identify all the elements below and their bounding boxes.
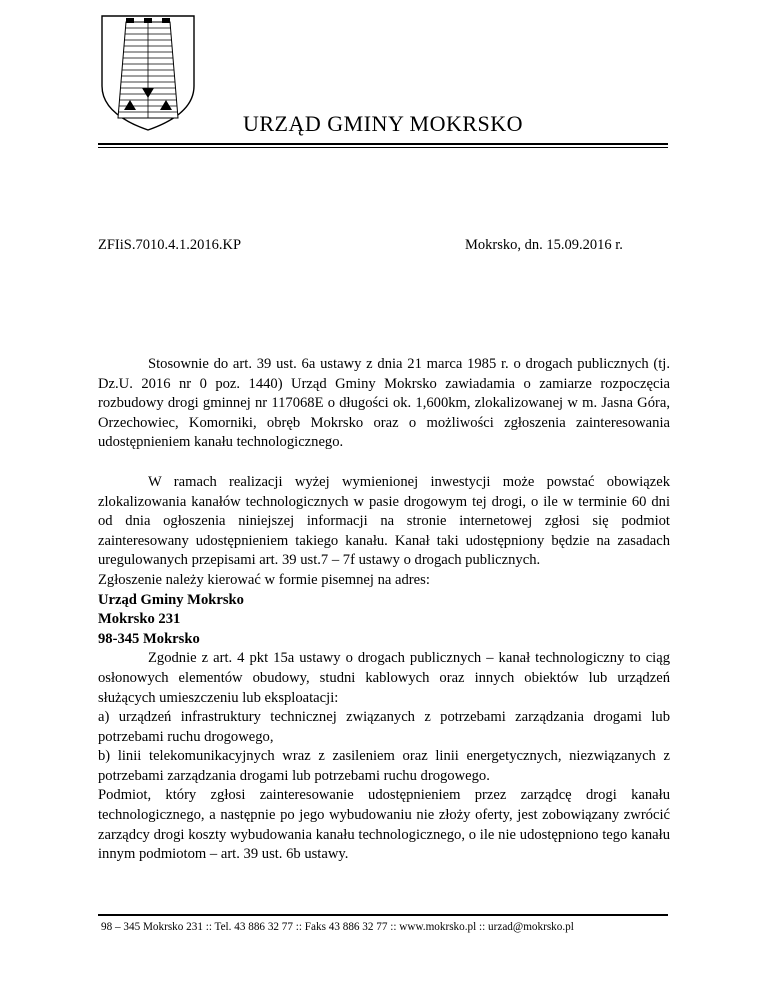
coat-of-arms-logo <box>98 14 198 132</box>
paragraph-intro: Stosownie do art. 39 ust. 6a ustawy z dnia 21 marca 1985 r. o drogach publicznych (tj. Dz.U. 2016 nr 0 poz. 1440) Urząd Gminy Mokrsko zawiadamia o zamiarze rozpoczęcia rozbudowy drogi gminnej nr 117068E o długości ok. 1,600km, zlokalizowanej w m. Jasna Góra, Orzechowiec, Komorniki, obręb Mokrsko oraz o możliwości zgłoszenia zainteresowania udostępnieniem kanału technologicznego. <box>98 356 670 451</box>
reference-number: ZFIiS.7010.4.1.2016.KP <box>98 237 242 253</box>
footer-divider <box>98 914 668 916</box>
submission-instruction: Zgłoszenie należy kierować w formie pisemnej na adres: <box>98 571 430 588</box>
place-date: Mokrsko, dn. 15.09.2016 r. <box>465 237 623 253</box>
office-title: URZĄD GMINY MOKRSKO <box>243 111 524 136</box>
letter-body <box>98 355 670 865</box>
definition-item-a: a) urządzeń infrastruktury technicznej związanych z potrzebami zarządzania drogami lub potrzebami ruchu drogowego, <box>98 709 670 745</box>
paragraph-definition: Zgodnie z art. 4 pkt 15a ustawy o drogach publicznych – kanał technologiczny to ciąg osłonowych elementów obudowy, studni kablowych oraz innych obiektów lub urządzeń służących umieszczeniu lub eksploatacji: <box>98 650 670 706</box>
address-line-office: Urząd Gminy Mokrsko <box>98 591 244 608</box>
address-line-postal: 98-345 Mokrsko <box>98 630 200 647</box>
paragraph-costs: Podmiot, który zgłosi zainteresowanie udostępnieniem przez zarządcę drogi kanału technologicznego, a następnie po jego wybudowaniu nie złoży oferty, jest zobowiązany zwrócić zarządcy drogi koszty wybudowania kanału technologicznego, o ile nie udostępniono tego kanału innym podmiotom – art. 39 ust. 6b ustawy. <box>98 787 670 863</box>
header-divider <box>98 143 668 145</box>
header-divider-thin <box>98 147 668 148</box>
address-line-street: Mokrsko 231 <box>98 611 181 628</box>
paragraph-obligation: W ramach realizacji wyżej wymienionej inwestycji może powstać obowiązek zlokalizowania kanałów technologicznych w pasie drogowym tej drogi, o ile w terminie 60 dni od dnia ogłoszenia niniejszej informacji na stronie internetowej zgłosi się podmiot zainteresowany udostępnieniem takiego kanału. Kanał taki udostępniony będzie na zasadach uregulowanych przepisami art. 39 ust.7 – 7f ustawy o drogach publicznych. <box>98 473 670 569</box>
definition-item-b: b) linii telekomunikacyjnych wraz z zasileniem oraz linii energetycznych, niezwiązanych z potrzebami zarządzania drogami lub potrzebami ruchu drogowego. <box>98 748 670 784</box>
footer-contact: 98 – 345 Mokrsko 231 :: Tel. 43 886 32 77 :: Faks 43 886 32 77 :: www.mokrsko.pl :: urzad@mokrsko.pl <box>101 921 574 933</box>
